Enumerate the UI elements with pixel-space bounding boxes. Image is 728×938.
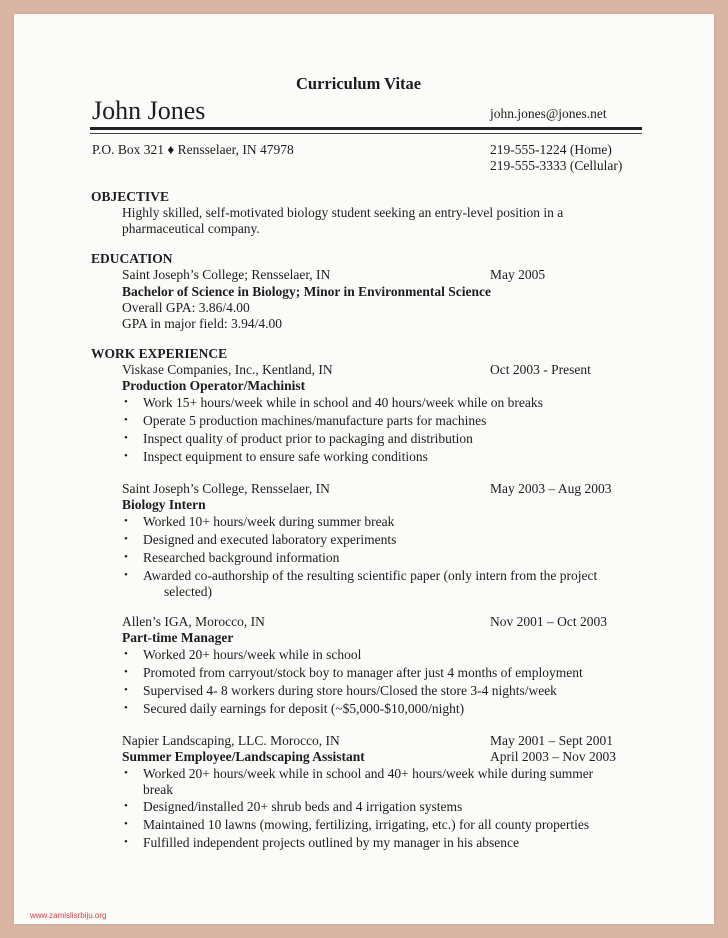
job-bullet: Designed/installed 20+ shrub beds and 4 irrigation systems — [143, 799, 463, 814]
bullet-glyph: • — [124, 450, 128, 462]
bullet-glyph: • — [124, 396, 128, 408]
education-school: Saint Joseph’s College; Rensselaer, IN — [122, 267, 331, 282]
job-bullet: Promoted from carryout/stock boy to manager after just 4 months of employment — [143, 665, 583, 680]
job-bullet: Awarded co-authorship of the resulting scientific paper (only intern from the project — [143, 568, 598, 583]
objective-heading: OBJECTIVE — [91, 189, 170, 204]
bullet-glyph: • — [124, 702, 128, 714]
job-bullet: Worked 20+ hours/week while in school and 40+ hours/week while during summer — [143, 766, 594, 781]
job-bullet: Inspect quality of product prior to packaging and distribution — [143, 431, 473, 446]
bullet-glyph: • — [124, 414, 128, 426]
phone-home: 219-555-1224 (Home) — [490, 142, 612, 157]
phone-cell: 219-555-3333 (Cellular) — [490, 158, 623, 173]
job-bullet: Researched background information — [143, 550, 340, 565]
header-rule-thin — [90, 133, 642, 134]
job-bullet: Worked 20+ hours/week while in school — [143, 647, 362, 662]
job-date: May 2001 – Sept 2001 — [490, 733, 613, 748]
bullet-glyph: • — [124, 432, 128, 444]
header-rule-thick — [90, 127, 642, 130]
job-bullet-continuation: selected) — [164, 584, 212, 599]
job-employer: Saint Joseph’s College, Rensselaer, IN — [122, 481, 330, 496]
job-bullet: Worked 10+ hours/week during summer break — [143, 514, 395, 529]
job-bullet-continuation: break — [143, 782, 173, 797]
bullet-glyph: • — [124, 767, 128, 779]
bullet-glyph: • — [124, 551, 128, 563]
bullet-glyph: • — [124, 684, 128, 696]
job-title: Part-time Manager — [122, 630, 234, 645]
work-heading: WORK EXPERIENCE — [91, 346, 228, 361]
job-employer: Allen’s IGA, Morocco, IN — [122, 614, 265, 629]
document-title: Curriculum Vitae — [296, 74, 422, 93]
job-bullet: Work 15+ hours/week while in school and 40 hours/week while on breaks — [143, 395, 543, 410]
job-bullet: Operate 5 production machines/manufacture parts for machines — [143, 413, 487, 428]
email-address: john.jones@jones.net — [490, 106, 607, 121]
watermark-url: www.zamislisrbiju.org — [30, 911, 107, 920]
job-employer: Napier Landscaping, LLC. Morocco, IN — [122, 733, 340, 748]
bullet-glyph: • — [124, 666, 128, 678]
education-date: May 2005 — [490, 267, 546, 282]
bullet-glyph: • — [124, 648, 128, 660]
job-title: Biology Intern — [122, 497, 206, 512]
job-date: Nov 2001 – Oct 2003 — [490, 614, 607, 629]
job-bullet: Supervised 4- 8 workers during store hours/Closed the store 3-4 nights/week — [143, 683, 557, 698]
job-employer: Viskase Companies, Inc., Kentland, IN — [122, 362, 333, 377]
resume-page — [14, 14, 714, 924]
bullet-glyph: • — [124, 515, 128, 527]
education-gpa-major: GPA in major field: 3.94/4.00 — [122, 316, 283, 331]
postal-address: P.O. Box 321 ♦ Rensselaer, IN 47978 — [92, 142, 294, 157]
job-date: Oct 2003 - Present — [490, 362, 591, 377]
job-date: May 2003 – Aug 2003 — [490, 481, 612, 496]
education-gpa: Overall GPA: 3.86/4.00 — [122, 300, 250, 315]
bullet-glyph: • — [124, 533, 128, 545]
job-title: Production Operator/Machinist — [122, 378, 306, 393]
job-title: Summer Employee/Landscaping Assistant — [122, 749, 365, 764]
bullet-glyph: • — [124, 800, 128, 812]
education-heading: EDUCATION — [91, 251, 173, 266]
job-bullet: Maintained 10 lawns (mowing, fertilizing, irrigating, etc.) for all county properties — [143, 817, 590, 832]
objective-text-line1: Highly skilled, self-motivated biology student seeking an entry-level position in a — [122, 205, 564, 220]
job-date-secondary: April 2003 – Nov 2003 — [490, 749, 616, 764]
bullet-glyph: • — [124, 836, 128, 848]
job-bullet: Fulfilled independent projects outlined by my manager in his absence — [143, 835, 520, 850]
job-bullet: Inspect equipment to ensure safe working conditions — [143, 449, 428, 464]
job-bullet: Designed and executed laboratory experiments — [143, 532, 397, 547]
candidate-name: John Jones — [92, 96, 206, 125]
education-degree: Bachelor of Science in Biology; Minor in Environmental Science — [122, 284, 491, 299]
bullet-glyph: • — [124, 818, 128, 830]
job-bullet: Secured daily earnings for deposit (~$5,000-$10,000/night) — [143, 701, 465, 716]
objective-text-line2: pharmaceutical company. — [122, 221, 260, 236]
bullet-glyph: • — [124, 569, 128, 581]
